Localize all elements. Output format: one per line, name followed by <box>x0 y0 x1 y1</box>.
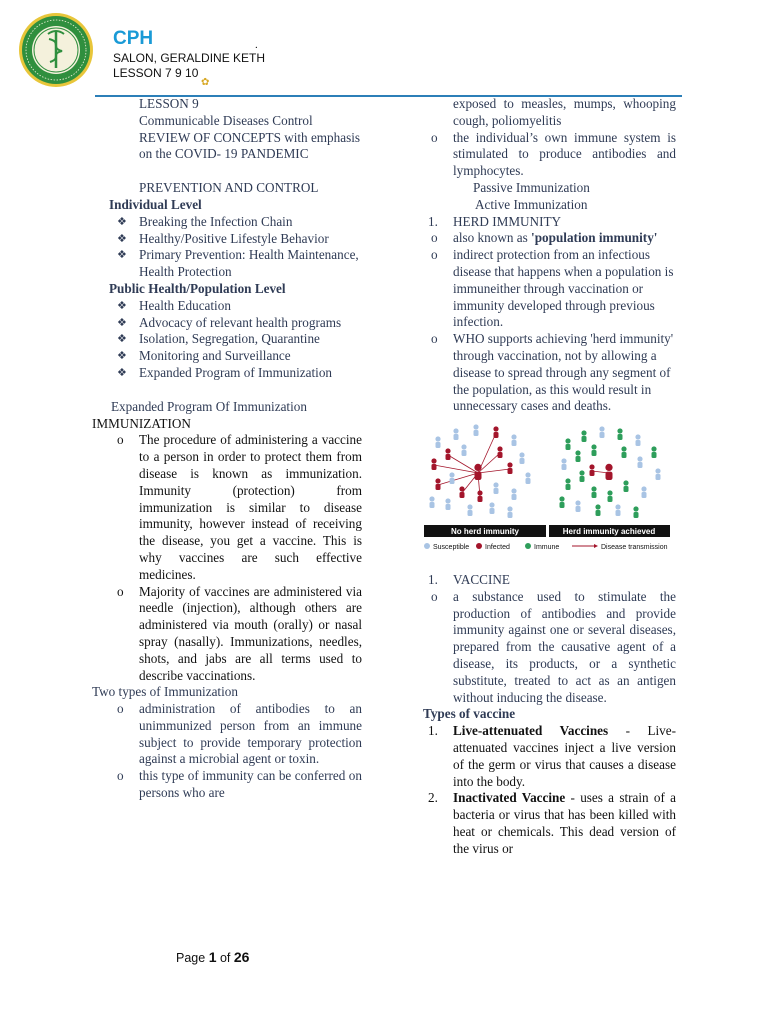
list-item: 1. Live-attenuated Vaccines - Live-attenuated vaccines inject a live version of the germ or virus that causes a disease into the body. <box>428 723 676 789</box>
person-icon <box>526 478 531 484</box>
circle-bullet-icon: o <box>431 129 438 145</box>
circle-bullet-icon: o <box>431 247 438 263</box>
person-icon <box>575 501 580 506</box>
list-number: 2. <box>428 790 438 806</box>
list-item: exposed to measles, mumps, whooping cough, poliomyelitis <box>453 96 676 128</box>
circle-bullet-icon: o <box>117 583 124 599</box>
diamond-bullet-icon: ❖ <box>117 315 127 329</box>
no-herd-immunity-network <box>429 425 530 519</box>
person-icon <box>642 492 647 498</box>
person-icon <box>561 459 566 464</box>
school-seal-logo <box>18 12 94 88</box>
person-icon <box>508 468 513 474</box>
current-page: 1 <box>208 949 217 965</box>
person-icon <box>589 465 594 470</box>
circle-bullet-icon: o <box>117 432 124 448</box>
person-icon <box>520 458 525 464</box>
herd-immunity-heading: HERD IMMUNITY <box>453 213 562 229</box>
legend-immune: Immune <box>534 544 560 552</box>
person-icon <box>638 462 643 468</box>
left-column <box>92 96 362 802</box>
person-icon <box>592 450 597 456</box>
person-icon <box>498 452 503 458</box>
person-icon <box>596 510 601 516</box>
person-icon <box>489 503 494 508</box>
person-icon <box>519 453 524 458</box>
person-icon <box>450 478 455 484</box>
header-dot: . <box>255 39 258 51</box>
diamond-bullet-icon: ❖ <box>117 298 127 312</box>
header-title: CPH <box>113 28 154 49</box>
person-icon <box>615 505 620 510</box>
list-item: 2. Inactivated Vaccine - uses a strain of a bacteria or virus that has been killed with heat or chemicals. This dead version of the virus or <box>428 790 677 856</box>
person-icon <box>436 442 441 448</box>
person-icon <box>562 464 567 470</box>
right-column <box>418 96 676 857</box>
list-item: ❖ Primary Prevention: Health Maintenance, Health Protection <box>117 247 359 280</box>
student-name: SALON, GERALDINE KETH <box>113 51 266 65</box>
person-icon <box>462 450 467 456</box>
person-icon <box>622 452 627 458</box>
person-icon <box>608 496 613 502</box>
person-icon <box>636 440 641 446</box>
person-icon <box>511 435 516 440</box>
person-icon <box>493 483 498 488</box>
diamond-bullet-icon: ❖ <box>117 365 127 379</box>
lesson-label: LESSON 7 9 10 <box>113 66 199 80</box>
prevention-heading: PREVENTION AND CONTROL <box>139 180 319 196</box>
circle-bullet-icon: o <box>431 331 438 347</box>
list-item: o The procedure of administering a vaccine to a person in order to protect them from disease is known as immunization. Immunity (protection) from immunization is similar to disease immunity, however instead of receiving the disease, you get a vaccine. This is why vaccines are such effective medicines. <box>117 432 362 582</box>
person-icon <box>507 463 512 468</box>
person-icon <box>591 445 596 450</box>
two-types-list <box>92 701 362 802</box>
page-footer: Page 1 of 26 <box>176 949 250 965</box>
person-icon <box>566 444 571 450</box>
no-herd-immunity-label: No herd immunity <box>450 527 520 537</box>
person-icon <box>641 487 646 492</box>
person-icon <box>449 473 454 478</box>
two-types-heading: Two types of Immunization <box>92 684 238 700</box>
person-icon <box>565 439 570 444</box>
diamond-bullet-icon: ❖ <box>117 231 127 245</box>
person-icon <box>490 508 495 514</box>
list-number: 1. <box>428 571 438 587</box>
transmission-arrow-icon <box>594 544 598 548</box>
person-icon <box>581 431 586 436</box>
person-icon <box>617 429 622 434</box>
person-icon <box>432 464 437 470</box>
types-of-vaccine-heading: Types of vaccine <box>423 706 516 722</box>
person-icon <box>559 497 564 502</box>
person-icon <box>494 488 499 494</box>
circle-bullet-icon: o <box>431 588 438 604</box>
list-item: ❖ Expanded Program of Immunization <box>117 364 333 380</box>
immune-legend-dot <box>525 543 531 549</box>
continued-list <box>418 96 676 180</box>
legend-infected: Infected <box>485 544 510 552</box>
circle-bullet-icon: o <box>117 701 124 717</box>
person-icon <box>446 504 451 510</box>
vaccine-types-list <box>418 723 676 857</box>
person-icon <box>633 507 638 512</box>
herd-immunity-diagram <box>418 423 676 559</box>
person-icon <box>473 425 478 430</box>
person-icon <box>580 476 585 482</box>
herd-immunity-list <box>418 230 676 415</box>
epi-heading: Expanded Program Of Immunization <box>111 398 307 414</box>
person-icon <box>656 474 661 480</box>
person-icon <box>445 449 450 454</box>
transmission-arrow <box>478 469 510 473</box>
person-icon <box>575 451 580 456</box>
herd-immunity-label: Herd immunity achieved <box>562 527 656 537</box>
diamond-bullet-icon: ❖ <box>117 349 127 363</box>
person-icon <box>599 427 604 432</box>
person-icon <box>435 479 440 484</box>
herd-immunity-network <box>559 427 660 519</box>
diamond-bullet-icon: ❖ <box>117 248 127 262</box>
person-icon <box>565 479 570 484</box>
list-number: 1. <box>428 213 438 229</box>
person-icon <box>576 456 581 462</box>
person-icon <box>600 432 605 438</box>
susceptible-legend-dot <box>424 543 430 549</box>
person-icon <box>478 496 483 502</box>
vaccine-heading: VACCINE <box>453 571 510 587</box>
list-item: o Majority of vaccines are administered via needle (injection), although others are administered via mouth (orally) or nasal spray (nasally). Immunizations, needles, shots, and jabs are all terms used to describe vaccinations. <box>117 583 362 683</box>
immunization-heading: IMMUNIZATION <box>92 415 191 431</box>
person-icon <box>474 430 479 436</box>
person-icon <box>446 454 451 460</box>
circle-bullet-icon: o <box>117 768 124 784</box>
person-icon <box>591 487 596 492</box>
person-icon <box>637 457 642 462</box>
person-icon <box>475 472 482 480</box>
diamond-bullet-icon: ❖ <box>117 332 127 346</box>
person-icon <box>494 432 499 438</box>
person-icon <box>566 484 571 490</box>
person-icon <box>606 472 613 480</box>
sparkle-icon: ✿ <box>201 77 210 88</box>
person-icon <box>467 505 472 510</box>
list-item: ❖ Health Education <box>117 297 231 313</box>
immunization-list <box>92 432 362 684</box>
person-icon <box>512 440 517 446</box>
person-icon <box>477 491 482 496</box>
legend-susceptible: Susceptible <box>433 544 470 552</box>
person-icon <box>595 505 600 510</box>
person-icon <box>460 492 465 498</box>
circle-bullet-icon: o <box>431 230 438 246</box>
list-item: o WHO supports achieving 'herd immunity' through vaccination, not by allowing a disease to spread through any segment of the population, as this would result in unnecessary cases and deaths. <box>431 331 674 414</box>
individual-level-heading: Individual Level <box>109 196 202 212</box>
person-icon <box>525 473 530 478</box>
list-item: o administration of antibodies to an unimmunized person from an immune subject to provide temporary protection against a microbial agent or toxin. <box>117 701 362 767</box>
vaccine-definition-list <box>418 589 676 707</box>
person-icon <box>436 484 441 490</box>
list-item: o also known as 'population immunity' <box>431 230 658 246</box>
person-icon <box>474 464 481 471</box>
person-icon <box>579 471 584 476</box>
infected-legend-dot <box>476 543 482 549</box>
person-icon <box>459 487 464 492</box>
person-icon <box>592 492 597 498</box>
list-item: o a substance used to stimulate the production of antibodies and provide immunity against one or several diseases, prepared from the causative agent of a disease, its products, or a synthetic substitute, treated to act as an antigen without inducing the disease. <box>431 588 676 705</box>
diamond-bullet-icon: ❖ <box>117 214 127 228</box>
transmission-arrow <box>478 453 500 473</box>
lesson-subtitle: Communicable Diseases Control REVIEW OF CONCEPTS with emphasis on the COVID- 19 PANDEMIC <box>139 112 361 162</box>
legend-transmission: Disease transmission <box>601 544 668 552</box>
person-icon <box>512 494 517 500</box>
person-icon <box>445 499 450 504</box>
person-icon <box>468 510 473 516</box>
person-icon <box>435 437 440 442</box>
person-icon <box>605 464 612 471</box>
individual-level-list <box>92 214 362 281</box>
list-item: o the individual’s own immune system is stimulated to produce antibodies and lymphocytes. <box>431 129 676 179</box>
person-icon <box>634 512 639 518</box>
person-icon <box>607 491 612 496</box>
person-icon <box>576 506 581 512</box>
person-icon <box>652 452 657 458</box>
person-icon <box>618 434 623 440</box>
person-icon <box>582 436 587 442</box>
person-icon <box>560 502 565 508</box>
person-icon <box>623 481 628 486</box>
person-icon <box>454 434 459 440</box>
person-icon <box>624 486 629 492</box>
person-icon <box>651 447 656 452</box>
public-health-level-list <box>92 298 362 382</box>
person-icon <box>590 470 595 476</box>
active-immunization-label: Active Immunization <box>475 196 588 212</box>
list-item: ❖ Healthy/Positive Lifestyle Behavior <box>117 230 329 246</box>
list-item: ❖ Monitoring and Surveillance <box>117 348 291 364</box>
list-item: ❖ Isolation, Segregation, Quarantine <box>117 331 320 347</box>
person-icon <box>497 447 502 452</box>
person-icon <box>461 445 466 450</box>
passive-immunization-label: Passive Immunization <box>473 179 590 195</box>
vaccine-heading-row <box>418 572 676 589</box>
person-icon <box>635 435 640 440</box>
lesson-title: LESSON 9 <box>139 96 199 111</box>
list-item: o this type of immunity can be conferred on persons who are <box>117 768 362 801</box>
person-icon <box>507 507 512 512</box>
person-icon <box>511 489 516 494</box>
list-item: o indirect protection from an infectious disease that happens when a population is immuneither through vaccination or immunity developed through previous infection. <box>431 247 674 330</box>
herd-heading-row <box>418 214 676 231</box>
person-icon <box>621 447 626 452</box>
list-item: ❖ Breaking the Infection Chain <box>117 213 293 229</box>
person-icon <box>453 429 458 434</box>
list-number: 1. <box>428 723 438 739</box>
person-icon <box>655 469 660 474</box>
person-icon <box>508 512 513 518</box>
person-icon <box>431 459 436 464</box>
public-health-level-heading: Public Health/Population Level <box>109 280 286 296</box>
person-icon <box>616 510 621 516</box>
list-item: ❖ Advocacy of relevant health programs <box>117 314 342 330</box>
total-pages: 26 <box>233 949 250 965</box>
person-icon <box>429 497 434 502</box>
transmission-arrow <box>438 473 478 485</box>
person-icon <box>493 427 498 432</box>
person-icon <box>430 502 435 508</box>
